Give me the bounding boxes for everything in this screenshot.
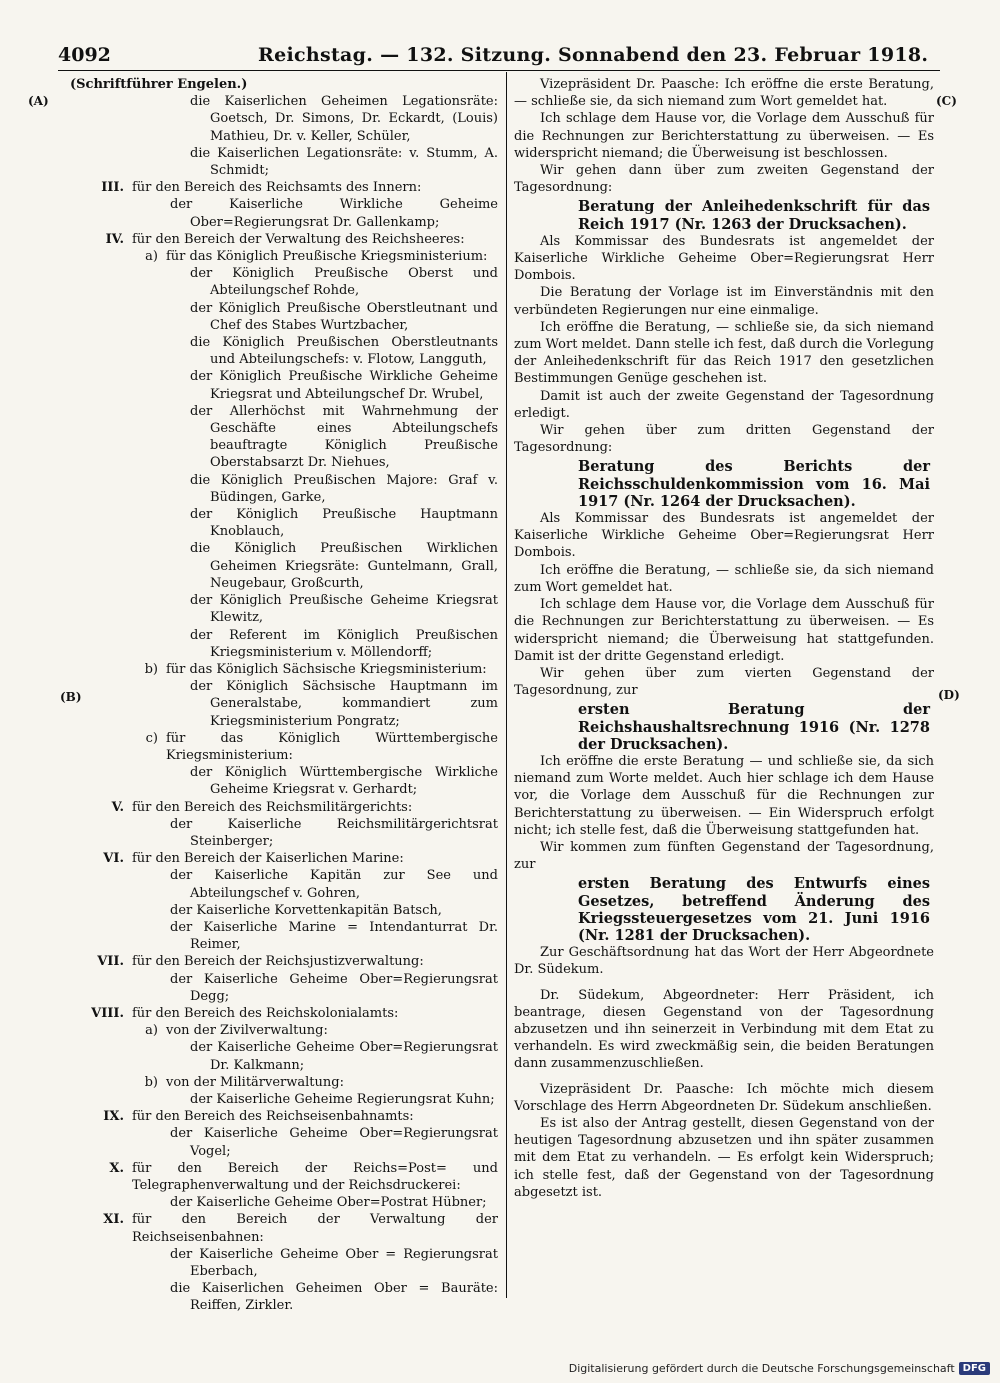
official-entry: der Königlich Preußische Hauptmann Knoblauch, <box>190 507 498 540</box>
paragraph: Ich eröffne die erste Beratung — und schließe sie, da sich niemand zum Worte meldet. Auch hier schlage ich dem Hause vor, die Vorlage dem Ausschuß für die Rechnungen zur Berichterstattung zu überweisen. — Ein Widerspruch erfolgt nicht; ich stelle fest, daß die Überweisung stattgefunden hat. <box>514 753 934 838</box>
official-entry: der Königlich Preußische Wirkliche Geheime Kriegsrat und Abteilungschef Dr. Wrubel, <box>190 369 498 402</box>
official-entry: der Königlich Württembergische Wirkliche Geheime Kriegsrat v. Gerhardt; <box>190 765 498 798</box>
subsection-text: für das Königlich Sächsische Kriegsministerium: <box>166 661 487 677</box>
section-text: für den Bereich der Kaiserlichen Marine: <box>132 851 404 867</box>
official-entry: der Kaiserliche Geheime Ober=Regierungsrat Dr. Kalkmann; <box>190 1040 498 1073</box>
official-entry: die Königlich Preußischen Majore: Graf v. Büdingen, Garke, <box>190 472 498 505</box>
official-entry: der Allerhöchst mit Wahrnehmung der Geschäfte eines Abteilungschefs beauftragte Königlich Preußische Oberstabsarzt Dr. Niehues, <box>190 403 498 471</box>
section-text: für den Bereich der Verwaltung des Reichsheeres: <box>132 231 465 247</box>
section-number: XI. <box>103 1212 124 1228</box>
agenda-item-heading: Beratung der Anleihedenkschrift für das Reich 1917 (Nr. 1263 der Drucksachen). <box>578 198 930 233</box>
left-column <box>62 76 498 1315</box>
agenda-item-heading: ersten Beratung des Entwurfs eines Gesetzes, betreffend Änderung des Kriegssteuergesetzes vom 21. Juni 1916 (Nr. 1281 der Drucksachen). <box>578 875 930 944</box>
section-number: IV. <box>105 231 124 247</box>
section-number: VI. <box>103 851 124 867</box>
footer-text: Digitalisierung gefördert durch die Deutsche Forschungsgemeinschaft <box>568 1362 955 1375</box>
section-heading <box>62 1108 498 1125</box>
subsection-heading <box>62 1074 498 1091</box>
paragraph: Als Kommissar des Bundesrats ist angemeldet der Kaiserliche Wirkliche Geheime Ober=Regierungsrat Herr Dombois. <box>514 233 934 284</box>
official-entry: der Kaiserliche Geheime Ober=Regierungsrat Vogel; <box>170 1126 498 1159</box>
official-entry: der Kaiserliche Geheime Ober = Regierungsrat Eberbach, <box>170 1246 498 1280</box>
margin-marker-c: (C) <box>936 94 957 108</box>
paragraph: Es ist also der Antrag gestellt, diesen Gegenstand von der heutigen Tagesordnung abzusetzen und ihn später zusammen mit dem Etat zu verhandeln. — Es erfolgt kein Widerspruch; ich stelle fest, daß der Gegenstand von der Tagesordnung abgesetzt ist. <box>514 1115 934 1200</box>
section-text: für den Bereich der Reichs=Post= und Telegraphenverwaltung und der Reichsdruckerei: <box>132 1160 498 1193</box>
agenda-item-heading: ersten Beratung der Reichshaushaltsrechnung 1916 (Nr. 1278 der Drucksachen). <box>578 701 930 753</box>
subsection-letter: b) <box>144 1074 158 1090</box>
subsection-heading <box>62 1022 498 1039</box>
subsection-letter: a) <box>145 249 158 265</box>
footer <box>569 1362 990 1375</box>
paragraph: Ich eröffne die Beratung, — schließe sie, da sich niemand zum Wort gemeldet hat. <box>514 562 934 595</box>
subsection-heading <box>62 730 498 764</box>
subsection-letter: b) <box>144 661 158 677</box>
section-number: III. <box>101 180 124 196</box>
subsection-text: für das Königlich Württembergische Kriegsministerium: <box>166 730 498 763</box>
subsection-letter: a) <box>145 1023 158 1039</box>
paragraph: Die Beratung der Vorlage ist im Einverständnis mit den verbündeten Regierungen nur eine einmalige. <box>514 285 934 318</box>
paragraph: Zur Geschäftsordnung hat das Wort der Herr Abgeordnete Dr. Südekum. <box>514 945 934 978</box>
official-entry: der Königlich Preußische Geheime Kriegsrat Klewitz, <box>190 593 498 626</box>
subsection-heading <box>62 661 498 678</box>
agenda-item-heading: Beratung des Berichts der Reichsschuldenkommission vom 16. Mai 1917 (Nr. 1264 der Drucksachen). <box>578 458 930 510</box>
official-entry: der Kaiserliche Korvettenkapitän Batsch, <box>170 902 442 918</box>
official-entry: der Kaiserliche Geheime Ober=Regierungsrat Degg; <box>170 971 498 1004</box>
official-entry: die Kaiserlichen Geheimen Legationsräte: Goetsch, Dr. Simons, Dr. Eckardt, (Louis) Mathieu, Dr. v. Keller, Schüler, <box>190 94 498 144</box>
paragraph-gap <box>514 1073 934 1081</box>
paragraph-gap <box>514 979 934 987</box>
column-divider <box>506 72 507 1298</box>
section-number: X. <box>109 1160 124 1176</box>
header-rule <box>58 70 940 71</box>
official-entry: der Kaiserliche Geheime Ober=Postrat Hübner; <box>170 1195 487 1211</box>
paragraph: Vizepräsident Dr. Paasche: Ich eröffne die erste Beratung, — schließe sie, da sich niemand zum Wort gemeldet hat. <box>514 77 934 110</box>
official-entry: die Königlich Preußischen Wirklichen Geheimen Kriegsräte: Guntelmann, Grall, Neugebaur, Großcurth, <box>190 541 498 591</box>
official-entry: der Königlich Preußische Oberstleutnant und Chef des Stabes Wurtzbacher, <box>190 300 498 333</box>
paragraph: Wir kommen zum fünften Gegenstand der Tagesordnung, zur <box>514 839 934 873</box>
section-text: für den Bereich der Verwaltung der Reichseisenbahnen: <box>132 1212 498 1245</box>
section-text: für den Bereich der Reichsjustizverwaltung: <box>132 954 424 970</box>
paragraph: Vizepräsident Dr. Paasche: Ich möchte mich diesem Vorschlage des Herrn Abgeordneten Dr. Südekum anschließen. <box>514 1081 934 1114</box>
paragraph: Damit ist auch der zweite Gegenstand der Tagesordnung erledigt. <box>514 388 934 421</box>
paragraph: Wir gehen über zum dritten Gegenstand der Tagesordnung: <box>514 423 934 456</box>
margin-marker-b: (B) <box>60 690 82 704</box>
page-header <box>58 44 940 70</box>
section-number: VII. <box>97 954 124 970</box>
paragraph: Ich schlage dem Hause vor, die Vorlage dem Ausschuß für die Rechnungen zur Berichterstattung zu überweisen. — Es widerspricht niemand; die Überweisung hat stattgefunden. Damit ist der dritte Gegenstand erledigt. <box>514 597 934 664</box>
section-text: für den Bereich des Reichseisenbahnamts: <box>132 1109 414 1125</box>
section-heading <box>62 799 498 816</box>
paragraph: Ich schlage dem Hause vor, die Vorlage dem Ausschuß für die Rechnungen zur Berichterstattung zu überweisen. — Es widerspricht niemand; die Überweisung ist beschlossen. <box>514 111 934 161</box>
official-entry: der Kaiserliche Reichsmilitärgerichtsrat Steinberger; <box>170 816 498 849</box>
official-entry: der Referent im Königlich Preußischen Kriegsministerium v. Möllendorff; <box>190 627 498 660</box>
section-number: V. <box>111 799 124 815</box>
official-entry: der Königlich Sächsische Hauptmann im Generalstabe, kommandiert zum Kriegsministerium Pongratz; <box>190 679 498 729</box>
subsection-letter: c) <box>145 730 158 746</box>
subsection-heading <box>62 248 498 265</box>
section-heading <box>62 953 498 970</box>
paragraph: Als Kommissar des Bundesrats ist angemeldet der Kaiserliche Wirkliche Geheime Ober=Regierungsrat Herr Dombois. <box>514 511 934 561</box>
margin-marker-a: (A) <box>28 94 49 108</box>
official-entry: der Kaiserliche Marine = Intendanturrat Dr. Reimer, <box>170 919 498 953</box>
dfg-logo: DFG <box>959 1362 990 1375</box>
official-entry: die Kaiserlichen Legationsräte: v. Stumm, A. Schmidt; <box>190 145 498 179</box>
official-entry: der Königlich Preußische Oberst und Abteilungschef Rohde, <box>190 266 498 299</box>
section-number: VIII. <box>91 1005 124 1021</box>
official-entry: die Kaiserlichen Geheimen Ober = Bauräte: Reiffen, Zirkler. <box>170 1281 498 1314</box>
section-text: für den Bereich des Reichskolonialamts: <box>132 1005 399 1021</box>
margin-marker-d: (D) <box>938 688 960 702</box>
section-heading <box>62 850 498 867</box>
paragraph: Wir gehen über zum vierten Gegenstand der Tagesordnung, zur <box>514 665 934 699</box>
subsection-text: von der Militärverwaltung: <box>166 1074 344 1090</box>
scribe-note: (Schriftführer Engelen.) <box>70 77 248 92</box>
paragraph: Wir gehen dann über zum zweiten Gegenstand der Tagesordnung: <box>514 163 934 196</box>
subsection-text: für das Königlich Preußische Kriegsministerium: <box>166 249 488 265</box>
section-text: für den Bereich des Reichsmilitärgerichts: <box>132 799 413 815</box>
official-entry: der Kaiserliche Kapitän zur See und Abteilungschef v. Gohren, <box>170 868 498 901</box>
official-entry: der Kaiserliche Wirkliche Geheime Ober=Regierungsrat Dr. Gallenkamp; <box>170 197 498 230</box>
section-heading <box>62 179 498 196</box>
official-entry: die Königlich Preußischen Oberstleutnants und Abteilungschefs: v. Flotow, Langguth, <box>190 335 498 368</box>
running-title: Reichstag. — 132. Sitzung. Sonnabend den 23. Februar 1918. <box>258 44 929 66</box>
section-heading <box>62 1160 498 1194</box>
page-number: 4092 <box>58 44 111 66</box>
section-number: IX. <box>103 1109 124 1125</box>
section-text: für den Bereich des Reichsamts des Innern: <box>132 180 422 196</box>
right-column <box>514 76 934 1201</box>
section-heading <box>62 1005 498 1022</box>
section-heading <box>62 231 498 248</box>
paragraph: Dr. Südekum, Abgeordneter: Herr Präsident, ich beantrage, diesen Gegenstand von der Tagesordnung abzusetzen und ihn seinerzeit in Verbindung mit dem Etat zu verhandeln. Es wird zweckmäßig sein, die beiden Beratungen dann zusammenzuschließen. <box>514 987 934 1072</box>
section-heading <box>62 1211 498 1245</box>
subsection-text: von der Zivilverwaltung: <box>166 1023 328 1039</box>
paragraph: Ich eröffne die Beratung, — schließe sie, da sich niemand zum Wort meldet. Dann stelle ich fest, daß durch die Vorlegung der Anleihedenkschrift für das Reich 1917 den gesetzlichen Bestimmungen Genüge geschehen ist. <box>514 319 934 387</box>
official-entry: der Kaiserliche Geheime Regierungsrat Kuhn; <box>190 1091 495 1107</box>
